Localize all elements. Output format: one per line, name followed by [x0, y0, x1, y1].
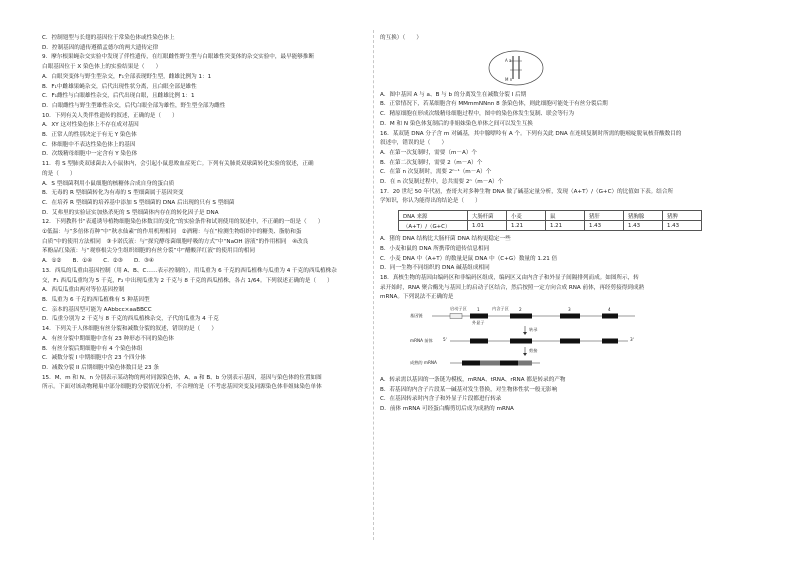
table-cell: （A+T）/（G+C） [399, 221, 468, 231]
label-number-1: 1 [477, 307, 480, 313]
column-divider [373, 30, 374, 540]
left-column-line: 15．M、m 和 N、n 分别表示某动物的两对同源染色体，A、a 和 B、b 分别表示基因，基因与染色体的位置如图 [42, 374, 322, 381]
left-column-line: B．无毒的 R 型细菌转化为有毒的 S 型细菌属于基因突变 [42, 190, 184, 197]
left-column-line: D．减数分裂 II 后期细胞中染色体数目是 23 条 [42, 364, 159, 371]
left-column-line: A．XY 这对性染色体上不存在成对基因 [42, 122, 139, 129]
label-number-2: 2 [519, 307, 522, 313]
right-column-line: 录开始时，RNA 聚合酶先与基因上的启动子区结合，然后按照一定方向合成 RNA 前体，再经剪接得到成熟 [380, 284, 645, 291]
left-column-line: B．瓜重为 6 千克的西瓜植株有 5 种基因型 [42, 296, 150, 303]
left-column-line: C．在培养 R 型细菌的培养基中添加 S 型细菌的 DNA 后出现的只有 S 型细菌 [42, 199, 235, 206]
transcription-arrow-head [523, 332, 527, 335]
table-cell: 大肠杆菌 [468, 211, 507, 221]
exon-3 [560, 314, 580, 319]
pre-exon-3 [560, 339, 580, 344]
left-column-line: A．S 型细菌利用小鼠细胞的核糖体合成自身的蛋白质 [42, 180, 175, 187]
left-column-line: ①低温：与“多倍体育种”中“秋水仙素”的作用机理相同 ②酒精：与在“检测生物组织中的糖类、脂肪和蛋 [42, 229, 302, 236]
right-column-line: C．在基因转录时内含子和外显子片段都进行转录 [380, 396, 502, 403]
cell-label-top: A a [505, 57, 512, 63]
right-column-line: 18．真核生物的基因由编码区和非编码区组成，编码区又由内含子和外显子间隔排列而成。如图所示，转 [380, 274, 639, 281]
left-column-line: A．有丝分裂中期细胞中含有 23 种形态不同的染色体 [42, 335, 174, 342]
cell-svg [486, 48, 546, 88]
mature-exon-1 [462, 361, 480, 366]
mature-exon-3 [500, 361, 518, 366]
left-column-line: B．正常人的性别决定于有无 Y 染色体 [42, 132, 137, 139]
table-cell: 1.21 [546, 221, 585, 231]
left-column-line: D．艾弗里的实验证实加热杀死的 S 型细菌体内存在的转化因子是 DNA [42, 209, 219, 216]
table-cell: 1.43 [585, 221, 624, 231]
left-column-line: C．F₁雌性与白眼雄性杂交，后代出现白眼，且雌雄比例 1：1 [42, 93, 195, 100]
right-column-line: A．转录需以基因的一条链为模板，mRNA、tRNA、rRNA 都是转录的产物 [380, 377, 566, 384]
table-cell: DNA 来源 [399, 211, 468, 221]
left-column-line: 14．下列关于人体细胞有丝分裂和减数分裂的叙述，错误的是（ ） [42, 326, 217, 333]
gene-structure-diagram [410, 306, 640, 372]
table-cell: 1.43 [663, 221, 702, 231]
left-column-line: C．体细胞中不表达性染色体上的基因 [42, 141, 136, 148]
table-cell: 1.21 [507, 221, 546, 231]
dna-ratio-table [398, 210, 702, 231]
left-column-line: 11．将 S 型肺炎双球菌去入小鼠体内，会引起小鼠患败血症死亡。下列有关肺炎双球菌转化实验的叙述，正确 [42, 161, 314, 168]
right-column-line: B．若基因的内含子片段某一碱基对发生替换，对生物体性状一般无影响 [380, 386, 558, 393]
table-cell: 猪胸腺 [624, 211, 663, 221]
left-column-line: D．瓜重分别为 2 千克与 8 千克的西瓜植株杂交，子代的瓜重为 4 千克 [42, 316, 219, 323]
table-cell: 猪肝 [585, 211, 624, 221]
left-column-line: 的是（ ） [42, 170, 76, 177]
right-column-line: mRNA。下列说法不正确的是 [380, 294, 454, 301]
right-column-line: A．猪的 DNA 结构比大肠杆菌 DNA 结构更稳定一些 [380, 236, 511, 243]
label-splicing: 剪接 [529, 348, 538, 354]
left-column-line: 所示。下面对该动物精巢中部分细胞的分裂情况分析，不合理的是（不考虑基因突变及同源染色体非姐妹染色单体 [42, 384, 322, 391]
table-cell: 小麦 [507, 211, 546, 221]
right-column-line: 16．某双链 DNA 分子含 m 对碱基，其中腺嘌呤有 A 个。下列有关此 DNA 在连续复制时所需的胞嘧啶脱氧核苷酸数目的 [380, 130, 682, 137]
left-column-line: C．减数分裂 I 中期细胞中含 23 个四分体 [42, 355, 146, 362]
cell-label-bottom: M n [505, 76, 513, 82]
left-column-line: A．西瓜瓜重由两对等位基因控制 [42, 287, 125, 294]
right-column-line: A．图中基因 A 与 a、B 与 b 的分离发生在减数分裂 I 后期 [380, 91, 527, 98]
left-column-line: B．F₁中雌雄果蝇杂交，后代出现性状分离，且白眼全部是雄性 [42, 83, 197, 90]
right-column-line: C．精原细胞在形成次级精母细胞过程中，图中的染色体发生复制、联会等行为 [380, 111, 575, 118]
promoter-box [450, 314, 462, 319]
left-column-line: B．有丝分裂后期细胞中有 4 个染色体组 [42, 345, 143, 352]
left-column-line: A．白眼突变体与野生型杂交，F₁全部表现野生型，雌雄比例为 1：1 [42, 73, 212, 80]
right-column-line: 叙述中，错误的是（ ） [380, 140, 448, 147]
right-column-line: D．同一生物不同组织的 DNA 碱基组成相同 [380, 265, 490, 272]
exon-1 [470, 314, 488, 319]
right-column-line: D．前体 mRNA 可经蛋白酶剪切后成为成熟的 mRNA [380, 406, 514, 413]
right-column [380, 34, 758, 415]
label-intron: 内含子区 [492, 306, 509, 312]
left-column-line: 13．西瓜的瓜重由基因控制（用 A、B、C……表示控制的），用瓜重为 6 千克的西瓜植株与瓜重为 4 千克的西瓜植株杂 [42, 267, 337, 274]
exon-4 [602, 314, 618, 319]
label-3-prime: 3' [630, 337, 634, 343]
left-column-line: 苯酚品红染液：与“观察根尖分生组织细胞的有丝分裂”中“醋酸洋红液”的使用目的相同 [42, 248, 255, 255]
exon-2 [510, 314, 532, 319]
table-cell: 1.01 [468, 221, 507, 231]
mature-exon-4 [518, 361, 532, 366]
left-column-line: 白质”中的使用方法相同 ③卡诺氏液：与“探究酵母菌细胞呼吸的方式”中“NaOH 溶液”的作用相同 ④改良 [42, 238, 309, 245]
label-gene-strand: 基因链 [410, 313, 423, 319]
left-column-line: 9．摩尔根果蝇杂交实验中发现了伴性遗传，在红眼雌性野生型与白眼雄性突变体的杂交实验中，最早能够推断 [42, 54, 315, 61]
table-cell: 猪脾 [663, 211, 702, 221]
pre-exon-2 [510, 339, 532, 344]
pre-exon-4 [602, 339, 618, 344]
left-column-line: C．亲本的基因型可能为 AAbbcc×aaBBCC [42, 306, 152, 313]
right-column-line: B．正常情况下，若某细胞含有 MMmmNNnn 8 条染色体，则此细胞可能处于有丝分裂后期 [380, 101, 608, 108]
pre-exon-1 [470, 339, 488, 344]
table-cell: 鼠 [546, 211, 585, 221]
left-column-line: 白眼基因位于 X 染色体上的实验结果是（ ） [42, 64, 162, 71]
right-column-line: B．在第二次复制时，需要 2（m－A）个 [380, 159, 483, 166]
right-column-line: D．在 n 次复制过程中，总共需要 2ⁿ（m－A）个 [380, 179, 504, 186]
right-column-line: 17．20 世纪 50 年代初，查哥夫对多种生物 DNA 做了碱基定量分析，发现（A+T）/（G+C）的比值如下表。结合所 [380, 188, 674, 195]
left-column-line: C．控制翅型与长翅的基因位于常染色体或性染色体上 [42, 35, 175, 41]
label-number-4: 4 [608, 307, 611, 313]
cell-chromosome-diagram [486, 48, 546, 88]
left-column-line: D．次级精母细胞中一定含有 Y 染色体 [42, 151, 138, 158]
left-column-line: 10．下列有关人类伴性遗传的叙述，正确的是（ ） [42, 112, 178, 119]
table-cell: 1.43 [624, 221, 663, 231]
table-header-row [399, 211, 702, 221]
left-column-line: D．白眼雌性与野生型雄性杂交，后代白眼全部为雄性，野生型全部为雌性 [42, 102, 226, 109]
label-transcription: 转录 [529, 327, 538, 333]
right-column-line: 学知识，你认为能得出的结论是（ ） [380, 198, 481, 205]
label-mature-mrna: 成熟的 mRNA [410, 360, 437, 366]
left-column-line: 交，F₁ 西瓜瓜重均为 5 千克，F₂ 中出现瓜重为 2 千克与 8 千克的西瓜植株，各占 1/64。下列叙述正确的是（ ） [42, 277, 333, 284]
label-exon: 外显子 [472, 320, 485, 326]
left-column-line: A．①② B．①④ C．②③ D．③④ [42, 258, 154, 265]
label-5-prime: 5' [443, 337, 447, 343]
label-mrna-precursor: mRNA 前体 [410, 338, 433, 344]
right-column-line: C．在第 n 次复制时，需要 2ⁿ⁻¹（m－A）个 [380, 169, 492, 176]
splicing-arrow-head [523, 353, 527, 356]
mature-exon-2 [480, 361, 500, 366]
left-column-line: D．控制基因的遗传遵循孟德尔的两大遗传定律 [42, 44, 159, 51]
right-column-line: 的互换）（ ） [380, 35, 422, 41]
right-column-line: C．小麦 DNA 中（A+T）的数量是鼠 DNA 中（C+G）数量的 1.21 倍 [380, 255, 558, 262]
left-column [42, 34, 367, 393]
cell-outline [489, 51, 543, 85]
right-column-line: D．M 和 N 染色体复制后的非姐妹染色单体之间可以发生互换 [380, 120, 533, 127]
right-column-line: A．在第一次复制时，需要（m－A）个 [380, 149, 478, 156]
label-promoter: 启动子区 [450, 306, 467, 312]
table-row [399, 221, 702, 231]
label-number-3: 3 [568, 307, 571, 313]
left-column-line: 12．下列教科书“表遥诱导植物细胞染色体数目的变化”的实验条件和试剂使用的叙述中，不正确的一组是（ ） [42, 219, 324, 226]
right-column-line: B．小麦和鼠的 DNA 所携带的遗传信息相同 [380, 245, 490, 252]
